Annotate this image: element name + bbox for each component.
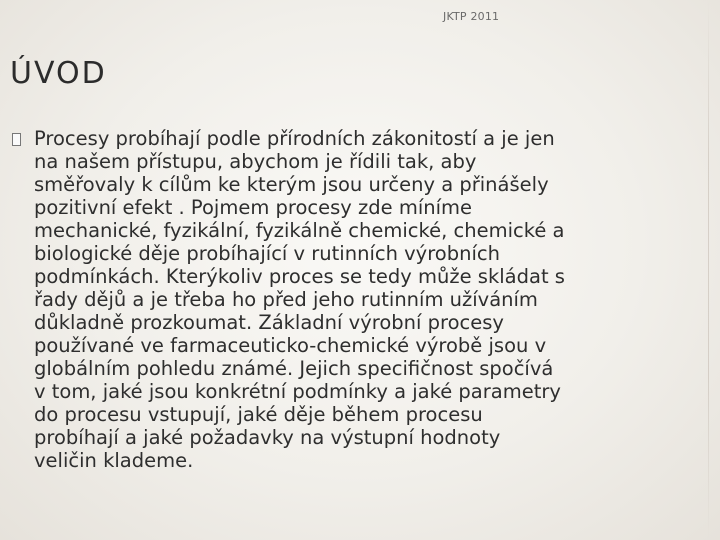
- square-bullet-icon: [8, 133, 24, 151]
- content-area: [8, 127, 628, 472]
- bullet-item: [8, 127, 628, 472]
- decorative-divider: [708, 0, 709, 540]
- bullet-paragraph: Procesy probíhají podle přírodních zákonitostí a je jen na našem přístupu, abychom je řídili tak, aby směřovaly k cílům ke kterým jsou určeny a přinášely pozitivní efekt . Pojmem procesy zde míníme mechanické, fyzikální, fyzikálně chemické, chemické a biologické děje probíhající v rutinních výrobních podmínkách. Kterýkoliv proces se tedy může skládat s řady dějů a je třeba ho před jeho rutinním užíváním důkladně prozkoumat. Základní výrobní procesy používané ve farmaceuticko-chemické výrobě jsou v globálním pohledu známé. Jejich specifičnost spočívá v tom, jaké jsou konkrétní podmínky a jaké parametry do procesu vstupují, jaké děje během procesu probíhají a jaké požadavky na výstupní hodnoty veličin klademe.: [34, 127, 565, 472]
- header-label: JKTP 2011: [443, 10, 500, 23]
- slide-title: ÚVOD: [10, 56, 107, 92]
